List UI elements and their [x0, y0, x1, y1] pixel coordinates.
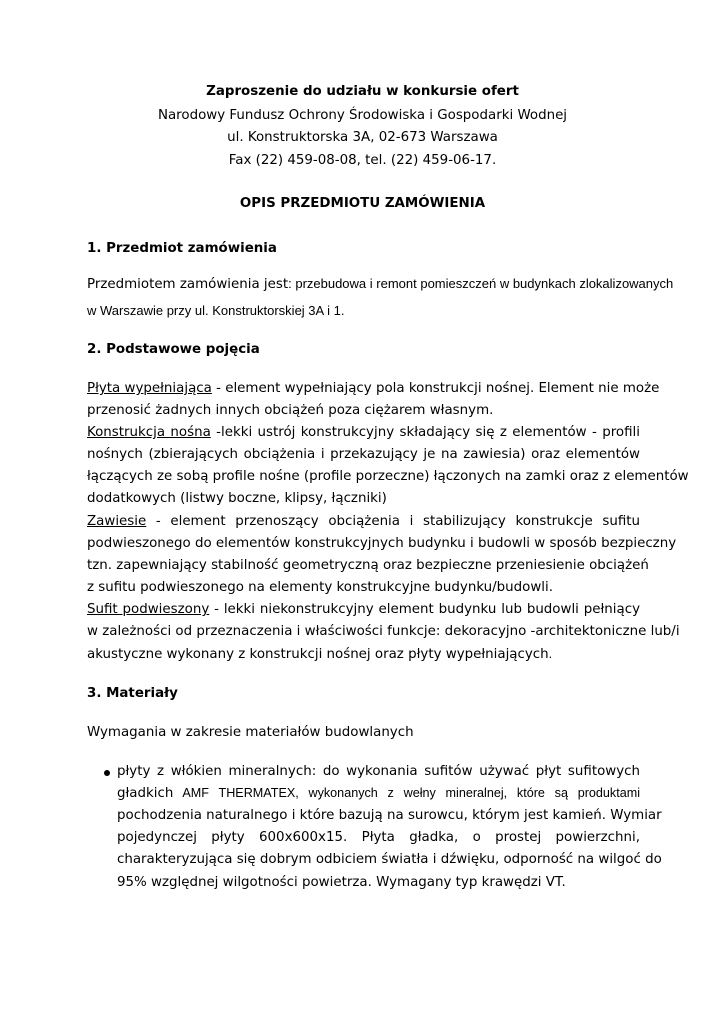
definition-line: łączących ze sobą profile nośne (profile porzeczne) łączonych na zamki oraz z elementów: [87, 469, 689, 484]
organization-name: Narodowy Fundusz Ochrony Środowiska i Gospodarki Wodnej: [157, 108, 568, 123]
definition-line: dodatkowych (listwy boczne, klipsy, łączniki): [87, 491, 387, 506]
document-title: OPIS PRZEDMIOTU ZAMÓWIENIA: [239, 196, 486, 211]
definition-term: Konstrukcja nośna: [87, 425, 211, 440]
definition-line: w zależności od przeznaczenia i właściwości funkcje: dekoracyjno -architektoniczne lub/i: [87, 624, 680, 639]
section-1-heading: 1. Przedmiot zamówienia: [87, 241, 277, 256]
bullet-line: pojedynczej płyty 600x600x15. Płyta gładka, o prostej powierzchni,: [117, 830, 640, 845]
bullet-icon: [104, 770, 110, 776]
section-1-text: : przebudowa i remont pomieszczeń w budynkach zlokalizowanych: [288, 276, 674, 291]
section-1-line-1: [87, 276, 673, 292]
organization-contact: Fax (22) 459-08-08, tel. (22) 459-06-17.: [228, 153, 497, 168]
bullet-line: pochodzenia naturalnego i które bazują na surowcu, którym jest kamień. Wymiar: [117, 808, 662, 823]
organization-address: ul. Konstruktorska 3A, 02-673 Warszawa: [227, 130, 498, 145]
section-1-lead: Przedmiotem zamówienia jest: [87, 277, 289, 292]
bullet-line: gładkich AMF THERMATEX, wykonanych z wełny mineralnej, które są produktami: [117, 786, 640, 801]
definition-line: Płyta wypełniająca - element wypełniający pola konstrukcji nośnej. Element nie może: [87, 381, 660, 396]
definition-line: podwieszonego do elementów konstrukcyjnych budynku i budowli w sposób bezpieczny: [87, 536, 677, 551]
definition-line: tzn. zapewniający stabilność geometryczną oraz bezpieczne przeniesienie obciążeń: [87, 558, 649, 573]
section-3-intro: Wymagania w zakresie materiałów budowlanych: [87, 725, 414, 740]
definition-line: akustyczne wykonany z konstrukcji nośnej oraz płyty wypełniających.: [87, 647, 553, 662]
bullet-line: charakteryzująca się dobrym odbiciem światła i dźwięku, odporność na wilgoć do: [117, 852, 662, 867]
definition-term: Sufit podwieszony: [87, 602, 210, 617]
bullet-line: 95% względnej wilgotności powietrza. Wymagany typ krawędzi VT.: [117, 875, 566, 890]
definition-line: Zawiesie - element przenoszący obciążenia i stabilizujący konstrukcje sufitu: [87, 514, 640, 529]
definition-line: Konstrukcja nośna -lekki ustrój konstrukcyjny składający się z elementów - profili: [87, 425, 640, 440]
definition-line: przenosić żadnych innych obciążeń poza ciężarem własnym.: [87, 403, 494, 418]
definition-line: z sufitu podwieszonego na elementy konstrukcyjne budynku/budowli.: [87, 580, 553, 595]
definition-line: nośnych (zbierających obciążenia i przekazujący je na zawiesia) oraz elementów: [87, 447, 640, 462]
definition-term: Płyta wypełniająca: [87, 381, 212, 396]
definition-term: Zawiesie: [87, 514, 147, 529]
definition-line: Sufit podwieszony - lekki niekonstrukcyjny element budynku lub budowli pełniący: [87, 602, 641, 617]
section-3-heading: 3. Materiały: [87, 686, 178, 701]
section-1-line-2: w Warszawie przy ul. Konstruktorskiej 3A i 1.: [87, 303, 345, 318]
section-2-heading: 2. Podstawowe pojęcia: [87, 342, 260, 357]
invitation-title: Zaproszenie do udziału w konkursie ofert: [206, 84, 519, 99]
bullet-line: płyty z włókien mineralnych: do wykonania sufitów używać płyt sufitowych: [117, 764, 640, 779]
